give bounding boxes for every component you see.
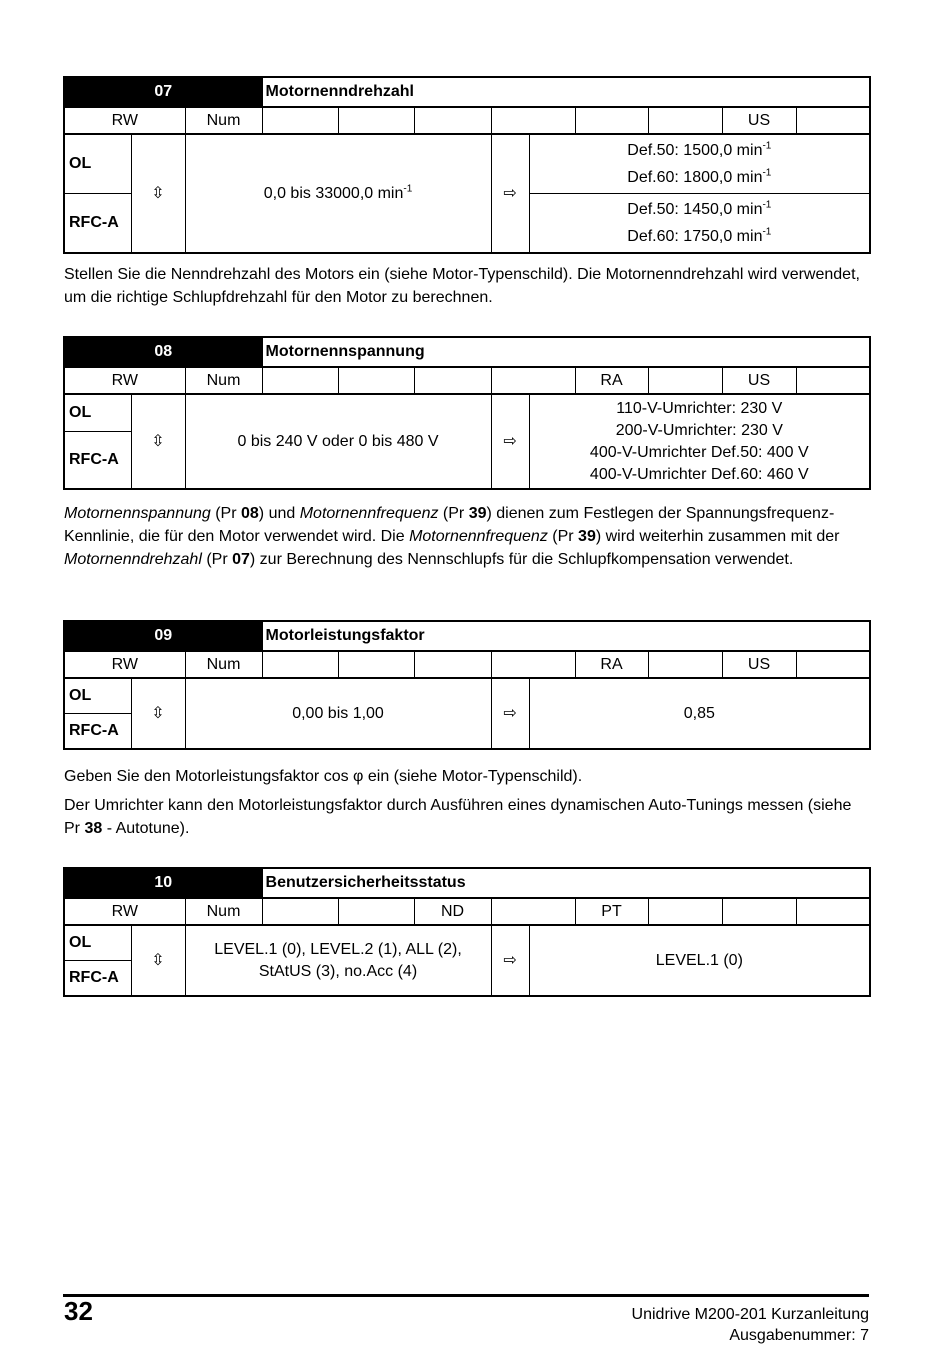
flag-cell [491, 107, 575, 134]
right-arrow-icon: ⇨ [503, 432, 517, 450]
flag-cell [796, 107, 870, 134]
range-cell: 0,0 bis 33000,0 $\min^{-1}$ [185, 134, 491, 253]
default-cell-ol: Def.50: 1500,0 $\min^{-1}$ Def.60: 1800,0 $\min^{-1}$ [529, 134, 870, 194]
description-09-a: Geben Sie den Motorleistungsfaktor cos φ ein (siehe Motor-Typenschild). [64, 768, 583, 785]
flag-cell: RW [64, 107, 185, 134]
flag-cell: Num [185, 107, 262, 134]
mode-rfc-a: RFC-A [64, 432, 131, 490]
parameter-table-10 [63, 867, 871, 997]
range-cell: 0 bis 240 V oder 0 bis 480 V [185, 394, 491, 489]
description-07: Stellen Sie die Nenndrehzahl des Motors ein (siehe Motor-Typenschild). Die Motornenndrehzahl wird verwendet, um die richtige Schlupfdrehzahl für den Motor zu berechnen. [64, 266, 860, 306]
up-down-arrow-icon: ⇳ [151, 432, 165, 450]
flag-cell [648, 367, 722, 394]
flag-cell: US [722, 107, 796, 134]
issue-number: Ausgabenummer: 7 [729, 1327, 869, 1344]
flag-cell [796, 367, 870, 394]
default-cell: 110-V-Umrichter: 230 V 200-V-Umrichter: 230 V 400-V-Umrichter Def.50: 400 V 400-V-Umrichter Def.60: 460 V [529, 394, 870, 489]
flag-cell [648, 898, 722, 925]
up-down-arrow-icon: ⇳ [151, 704, 165, 722]
flag-cell: US [722, 651, 796, 678]
flag-cell: US [722, 367, 796, 394]
range-icon-cell [131, 394, 185, 489]
flag-cell [796, 898, 870, 925]
flag-cell: RA [575, 367, 648, 394]
default-icon-cell [491, 134, 529, 253]
range-icon-cell [131, 678, 185, 749]
description-08: Motornennspannung (Pr 08) und Motornennfrequenz (Pr 39) dienen zum Festlegen der Spannungsfrequenz-Kennlinie, die für den Motor verwendet wird. Die Motornennfrequenz (Pr 39) wird weiterhin zusammen mit der Motornenndrehzahl (Pr 07) zur Berechnung des Nennschlupfs für die Schlupfkompensation verwendet. [64, 505, 840, 568]
mode-ol: OL [64, 678, 131, 714]
default-icon-cell [491, 678, 529, 749]
right-arrow-icon: ⇨ [503, 951, 517, 969]
flag-cell [722, 898, 796, 925]
flag-cell [338, 898, 414, 925]
flag-cell [575, 107, 648, 134]
flag-cell [796, 651, 870, 678]
mode-rfc-a: RFC-A [64, 194, 131, 254]
parameter-number: 07 [64, 77, 262, 107]
right-arrow-icon: ⇨ [503, 184, 517, 202]
flag-cell [491, 651, 575, 678]
description-09-b: Der Umrichter kann den Motorleistungsfaktor durch Ausführen eines dynamischen Auto-Tunings messen (siehe Pr 38 - Autotune). [64, 797, 852, 837]
range-icon-cell [131, 925, 185, 996]
default-cell: LEVEL.1 (0) [529, 925, 870, 996]
flag-cell [414, 651, 491, 678]
range-cell: LEVEL.1 (0), LEVEL.2 (1), ALL (2), StAtUS (3), no.Acc (4) [185, 925, 491, 996]
flag-cell: RW [64, 651, 185, 678]
flag-cell [338, 107, 414, 134]
flag-cell: Num [185, 651, 262, 678]
flag-cell [262, 898, 338, 925]
range-icon-cell [131, 134, 185, 253]
parameter-table-08 [63, 336, 871, 490]
mode-ol: OL [64, 394, 131, 432]
up-down-arrow-icon: ⇳ [151, 951, 165, 969]
flag-cell: ND [414, 898, 491, 925]
default-cell: 0,85 [529, 678, 870, 749]
flag-cell: RW [64, 367, 185, 394]
parameter-number: 10 [64, 868, 262, 898]
parameter-number: 08 [64, 337, 262, 367]
flag-cell [414, 107, 491, 134]
range-cell: 0,00 bis 1,00 [185, 678, 491, 749]
up-down-arrow-icon: ⇳ [151, 184, 165, 202]
flag-cell: Num [185, 367, 262, 394]
footer-divider [63, 1294, 869, 1297]
flag-cell [338, 367, 414, 394]
flag-cell: PT [575, 898, 648, 925]
flag-cell [648, 651, 722, 678]
mode-rfc-a: RFC-A [64, 961, 131, 997]
document-title: Unidrive M200-201 Kurzanleitung [631, 1306, 869, 1323]
flag-cell [262, 651, 338, 678]
flag-cell [338, 651, 414, 678]
mode-rfc-a: RFC-A [64, 714, 131, 750]
mode-ol: OL [64, 925, 131, 961]
right-arrow-icon: ⇨ [503, 704, 517, 722]
flag-cell: RA [575, 651, 648, 678]
default-icon-cell [491, 925, 529, 996]
footer-info [632, 1304, 869, 1346]
mode-ol: OL [64, 134, 131, 194]
flag-cell: Num [185, 898, 262, 925]
flag-cell: RW [64, 898, 185, 925]
parameter-name: Motornennspannung [262, 337, 870, 367]
default-cell-rfc: Def.50: 1450,0 $\min^{-1}$ Def.60: 1750,0 $\min^{-1}$ [529, 194, 870, 254]
flag-cell [491, 898, 575, 925]
flag-cell [491, 367, 575, 394]
flag-cell [648, 107, 722, 134]
parameter-name: Motorleistungsfaktor [262, 621, 870, 651]
flag-cell [262, 107, 338, 134]
parameter-table-09 [63, 620, 871, 750]
page-number: 32 [64, 1296, 93, 1326]
flag-cell [414, 367, 491, 394]
flag-cell [262, 367, 338, 394]
parameter-table-07 [63, 76, 871, 254]
parameter-number: 09 [64, 621, 262, 651]
parameter-name: Benutzersicherheitsstatus [262, 868, 870, 898]
parameter-name: Motornenndrehzahl [262, 77, 870, 107]
default-icon-cell [491, 394, 529, 489]
